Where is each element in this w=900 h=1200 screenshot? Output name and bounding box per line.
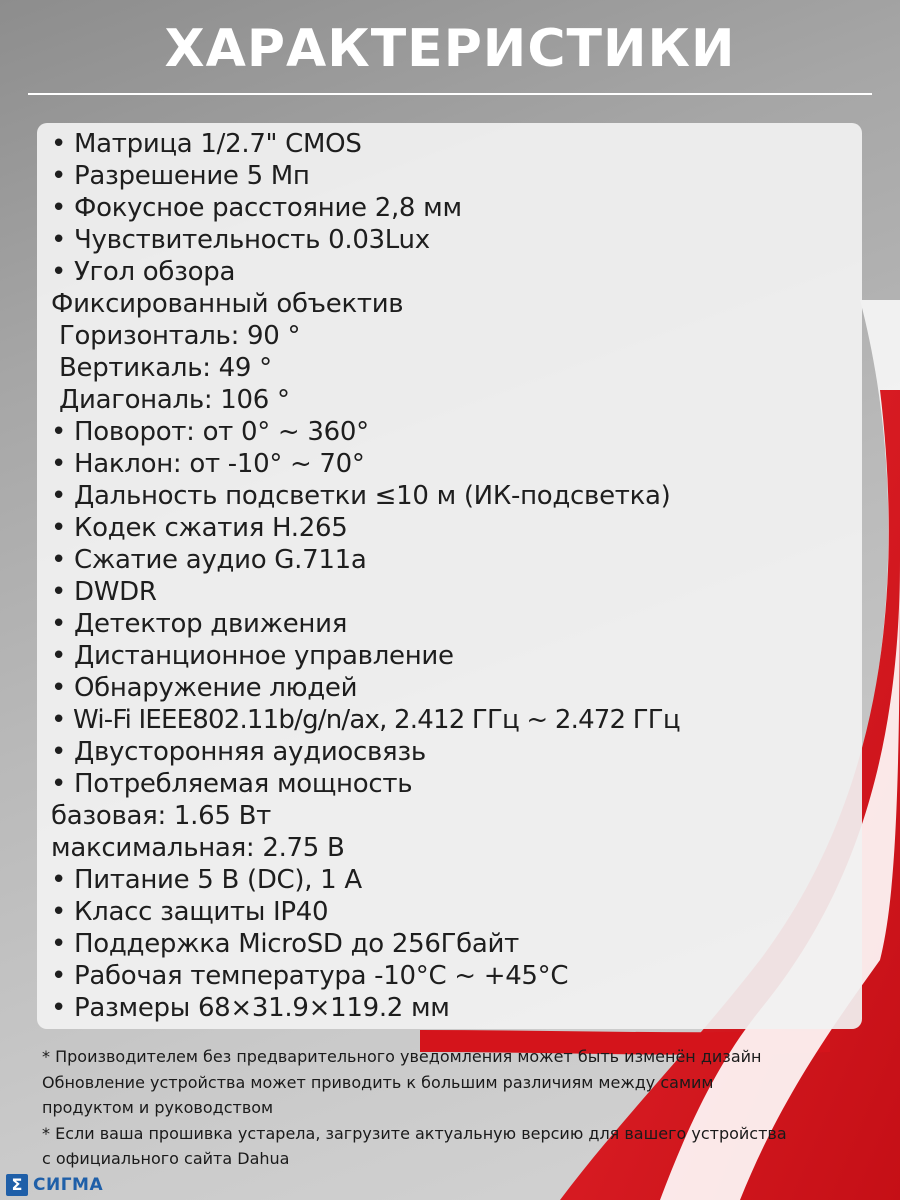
spec-item: • Размеры 68×31.9×119.2 мм [51,993,450,1023]
spec-item: Диагональ: 106 ° [51,385,290,415]
note-line: * Если ваша прошивка устарела, загрузите актуальную версию для вашего устройства [42,1123,787,1143]
spec-item: • Дальность подсветки ≤10 м (ИК-подсветка) [51,481,671,511]
spec-item: • Питание 5 В (DC), 1 А [51,865,362,895]
spec-item: Вертикаль: 49 ° [51,353,272,383]
title-divider [28,93,872,95]
spec-item: максимальная: 2.75 В [51,833,345,863]
spec-item: • Потребляемая мощность [51,769,413,799]
page-title: ХАРАКТЕРИСТИКИ [164,19,736,79]
spec-item: • Обнаружение людей [51,673,358,703]
note-line: с официального сайта Dahua [42,1149,290,1168]
spec-item: • Чувствительность 0.03Lux [51,225,430,255]
note-line: * Производителем без предварительного уведомления может быть изменён дизайн [42,1047,762,1066]
spec-item: • Рабочая температура -10°C ~ +45°C [51,961,569,991]
brand-logo [6,1174,103,1196]
spec-item: • Кодек сжатия H.265 [51,513,348,543]
spec-item: • Сжатие аудио G.711a [51,545,367,575]
spec-item: • Наклон: от -10° ~ 70° [51,449,365,479]
spec-item: • Угол обзора [51,257,236,287]
sigma-icon: Σ [6,1174,28,1196]
specs-list [51,128,856,1024]
note-line: продуктом и руководством [42,1098,274,1117]
spec-item: • Wi-Fi IEEE802.11b/g/n/ax, 2.412 ГГц ~ 2.472 ГГц [51,705,680,735]
spec-item: • Дистанционное управление [51,641,454,671]
spec-item: Фиксированный объектив [51,289,404,319]
disclaimer-notes [42,1044,862,1172]
spec-item: • DWDR [51,577,157,607]
spec-item: • Поворот: от 0° ~ 360° [51,417,369,447]
note-line: Обновление устройства может приводить к большим различиям между самим [42,1072,714,1092]
spec-item: • Поддержка MicroSD до 256Гбайт [51,929,519,959]
spec-item: • Детектор движения [51,609,348,639]
spec-item: • Класс защиты IP40 [51,897,329,927]
spec-item: • Матрица 1/2.7" CMOS [51,129,362,159]
spec-item: • Двусторонняя аудиосвязь [51,737,426,767]
spec-item: • Фокусное расстояние 2,8 мм [51,193,462,223]
specs-card [37,123,862,1029]
spec-item: базовая: 1.65 Вт [51,801,271,831]
spec-item: • Разрешение 5 Мп [51,161,310,191]
spec-item: Горизонталь: 90 ° [51,321,301,351]
brand-name: СИГМА [33,1175,104,1195]
